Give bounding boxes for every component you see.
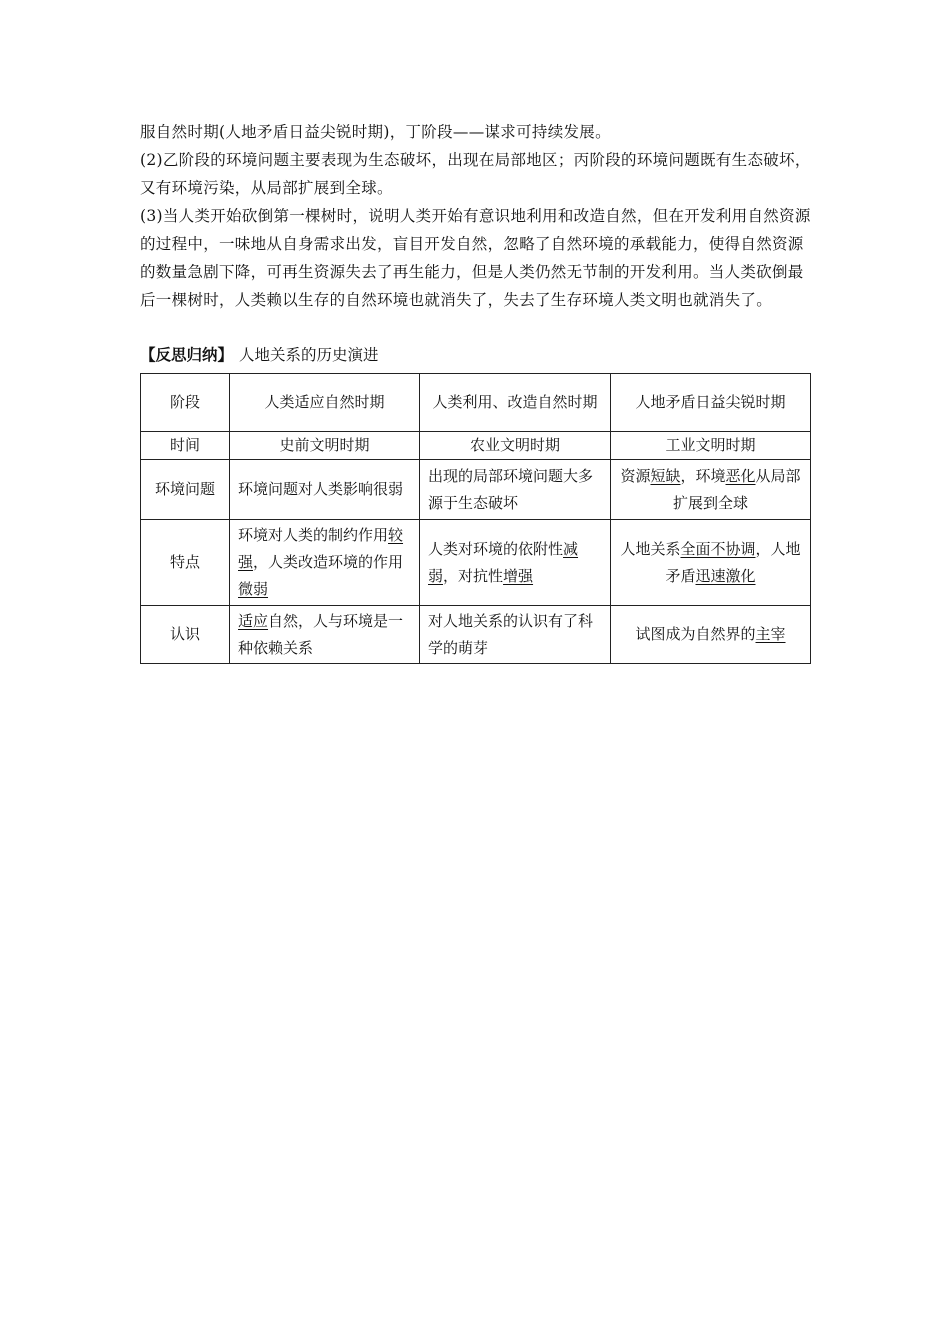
blank-answer: 适应: [238, 611, 269, 630]
answer-paragraph-3: (3)当人类开始砍倒第一棵树时，说明人类开始有意识地利用和改造自然，但在开发利用自然资源的过程中，一味地从自身需求出发，盲目开发自然，忽略了自然环境的承载能力，使得自然资源的数量急剧下降，可再生资源失去了再生能力，但是人类仍然无节制的开发利用。当人类砍倒最后一棵树时，人类赖以生存的自然环境也就消失了，失去了生存环境人类文明也就消失了。: [140, 207, 811, 309]
cell-env-adapt: 环境问题对人类影响很弱: [230, 460, 420, 520]
table-row-header: [141, 374, 811, 432]
cell-stage-label: 阶段: [141, 374, 230, 432]
table-row-time: [141, 432, 811, 460]
table-row-environment: [141, 460, 811, 520]
section-tag: 【反思归纳】: [140, 345, 234, 364]
cell-header-transform: 人类利用、改造自然时期: [420, 374, 611, 432]
blank-answer: 增强: [503, 566, 534, 585]
answer-paragraph-1: 服自然时期(人地矛盾日益尖锐时期)，丁阶段——谋求可持续发展。: [140, 123, 611, 141]
table-row-feature: [141, 520, 811, 606]
cell-time-agricultural: 农业文明时期: [420, 432, 611, 460]
cell-header-adapt: 人类适应自然时期: [230, 374, 420, 432]
cell-feature-transform: 人类对环境的依附性减弱，对抗性增强: [420, 520, 611, 606]
cell-view-label: 认识: [141, 606, 230, 664]
section-heading: [140, 343, 379, 367]
blank-answer: 减弱: [428, 539, 579, 585]
answer-paragraph-2: (2)乙阶段的环境问题主要表现为生态破坏，出现在局部地区；丙阶段的环境问题既有生态破坏，又有环境污染，从局部扩展到全球。: [140, 151, 811, 197]
cell-view-transform: 对人地关系的认识有了科学的萌芽: [420, 606, 611, 664]
table-row-view: [141, 606, 811, 664]
cell-view-conflict: 试图成为自然界的主宰: [611, 606, 811, 664]
cell-env-label: 环境问题: [141, 460, 230, 520]
blank-answer: 微弱: [238, 580, 269, 598]
cell-time-prehistoric: 史前文明时期: [230, 432, 420, 460]
blank-answer: 恶化: [725, 466, 756, 485]
cell-feature-adapt: 环境对人类的制约作用较强，人类改造环境的作用微弱: [230, 520, 420, 606]
blank-answer: 迅速激化: [695, 566, 756, 585]
cell-view-adapt: 适应自然，人与环境是一种依赖关系: [230, 606, 420, 664]
blank-answer: 主宰: [755, 625, 786, 643]
cell-feature-conflict: 人地关系全面不协调，人地矛盾迅速激化: [611, 520, 811, 606]
cell-time-industrial: 工业文明时期: [611, 432, 811, 460]
cell-time-label: 时间: [141, 432, 230, 460]
blank-answer: 较强: [238, 526, 404, 571]
cell-header-conflict: 人地矛盾日益尖锐时期: [611, 374, 811, 432]
section-title: 人地关系的历史演进: [239, 346, 379, 364]
cell-env-transform: 出现的局部环境问题大多源于生态破坏: [420, 460, 611, 520]
blank-answer: 全面不协调: [680, 539, 756, 558]
blank-answer: 短缺: [650, 466, 681, 485]
cell-env-conflict: 资源短缺，环境恶化从局部扩展到全球: [611, 460, 811, 520]
cell-feature-label: 特点: [141, 520, 230, 606]
evolution-table: [140, 373, 811, 664]
